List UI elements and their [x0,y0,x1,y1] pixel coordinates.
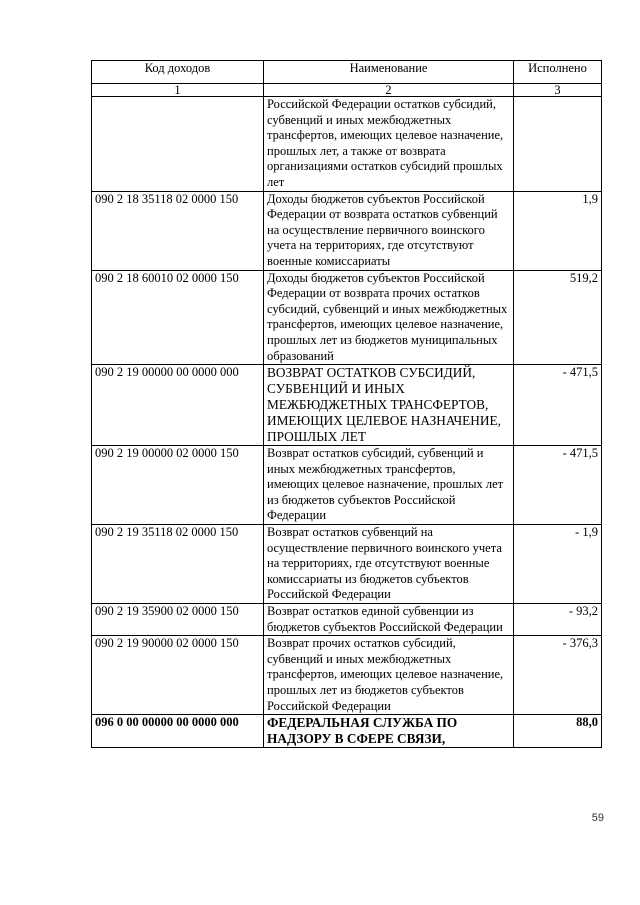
revenue-table [91,60,602,748]
row-name: ВОЗВРАТ ОСТАТКОВ СУБСИДИЙ, СУБВЕНЦИЙ И ИНЫХ МЕЖБЮДЖЕТНЫХ ТРАНСФЕРТОВ, ИМЕЮЩИХ ЦЕЛЕВОЕ НАЗНАЧЕНИЕ, ПРОШЛЫХ ЛЕТ [264,365,514,446]
row-name: Возврат остатков единой субвенции из бюджетов субъектов Российской Федерации [264,604,514,636]
row-name: Возврат остатков субвенций на осуществление первичного воинского учета на территориях, где отсутствуют военные комиссариаты из бюджетов субъектов Российской Федерации [264,525,514,604]
row-amount: - 471,5 [514,365,602,446]
row-code: 090 2 19 90000 02 0000 150 [92,636,264,715]
table-row [92,191,602,270]
row-amount: - 376,3 [514,636,602,715]
page-number: 59 [591,812,604,824]
table-row [92,715,602,748]
row-amount: 519,2 [514,270,602,365]
header-row [92,61,602,84]
table-row [92,446,602,525]
row-code [92,97,264,192]
table-row [92,604,602,636]
header-amount: Исполнено [514,61,602,84]
row-name: Возврат остатков субсидий, субвенций и иных межбюджетных трансфертов, имеющих целевое назначение, прошлых лет из бюджетов субъектов Российской Федерации [264,446,514,525]
row-code: 090 2 19 00000 02 0000 150 [92,446,264,525]
row-name: Возврат прочих остатков субсидий, субвенций и иных межбюджетных трансфертов, имеющих целевое назначение, прошлых лет из бюджетов субъектов Российской Федерации [264,636,514,715]
row-amount: 88,0 [514,715,602,748]
row-code: 096 0 00 00000 00 0000 000 [92,715,264,748]
column-number-amount: 3 [514,84,602,97]
row-name: Российской Федерации остатков субсидий, субвенций и иных межбюджетных трансфертов, имеющих целевое назначение, прошлых лет, а также от возврата организациями остатков субсидий прошлых лет [264,97,514,192]
row-amount [514,97,602,192]
table-row [92,270,602,365]
header-code: Код доходов [92,61,264,84]
table-row [92,636,602,715]
table-row [92,365,602,446]
row-code: 090 2 18 35118 02 0000 150 [92,191,264,270]
column-number-name: 2 [264,84,514,97]
table-row [92,525,602,604]
column-number-code: 1 [92,84,264,97]
row-name: Доходы бюджетов субъектов Российской Федерации от возврата прочих остатков субсидий, субвенций и иных межбюджетных трансфертов, имеющих целевое назначение, прошлых лет из бюджетов муниципальных образований [264,270,514,365]
row-code: 090 2 19 35900 02 0000 150 [92,604,264,636]
row-amount: - 471,5 [514,446,602,525]
row-amount: - 93,2 [514,604,602,636]
row-name: ФЕДЕРАЛЬНАЯ СЛУЖБА ПО НАДЗОРУ В СФЕРЕ СВЯЗИ, [264,715,514,748]
row-code: 090 2 18 60010 02 0000 150 [92,270,264,365]
table-row [92,97,602,192]
row-code: 090 2 19 00000 00 0000 000 [92,365,264,446]
row-code: 090 2 19 35118 02 0000 150 [92,525,264,604]
row-name: Доходы бюджетов субъектов Российской Федерации от возврата остатков субвенций на осуществление первичного воинского учета на территориях, где отсутствуют военные комиссариаты [264,191,514,270]
row-amount: - 1,9 [514,525,602,604]
header-name: Наименование [264,61,514,84]
row-amount: 1,9 [514,191,602,270]
column-number-row [92,84,602,97]
